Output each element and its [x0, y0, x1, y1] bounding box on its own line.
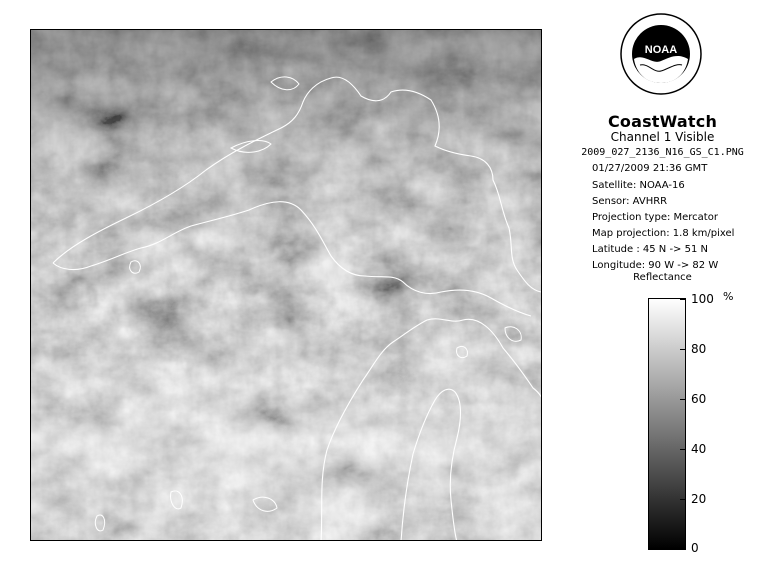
app-title: CoastWatch	[607, 112, 718, 131]
meta-map-projection: Map projection: 1.8 km/pixel	[592, 228, 735, 239]
meta-projection-type: Projection type: Mercator	[592, 212, 718, 223]
channel-label: Channel 1 Visible	[610, 130, 715, 144]
reflectance-colorbar	[648, 298, 686, 550]
colorbar-tick-label: 80	[691, 342, 707, 356]
satellite-image	[30, 29, 542, 541]
brightness-overlay	[31, 30, 542, 541]
colorbar-tick-label: 100	[691, 292, 714, 306]
meta-latitude: Latitude : 45 N -> 51 N	[592, 244, 708, 255]
colorbar-tick-label: 40	[691, 442, 707, 456]
meta-datetime: 01/27/2009 21:36 GMT	[592, 163, 708, 174]
colorbar-tick	[680, 349, 686, 350]
colorbar-title: Reflectance	[633, 272, 692, 283]
meta-sensor: Sensor: AVHRR	[592, 196, 668, 207]
colorbar-tick	[680, 299, 686, 300]
satellite-image-svg	[31, 30, 542, 541]
meta-satellite: Satellite: NOAA-16	[592, 180, 685, 191]
colorbar-unit: %	[723, 290, 734, 303]
meta-longitude: Longitude: 90 W -> 82 W	[592, 260, 719, 271]
colorbar-tick-label: 60	[691, 392, 707, 406]
logo-text: NOAA	[644, 44, 678, 56]
colorbar-tick	[680, 399, 686, 400]
file-name: 2009_027_2136_N16_GS_C1.PNG	[581, 147, 744, 158]
colorbar-tick	[680, 548, 686, 549]
colorbar-tick-label: 20	[691, 492, 707, 506]
colorbar-tick	[680, 499, 686, 500]
colorbar-tick-label: 0	[691, 541, 699, 555]
colorbar-tick	[680, 449, 686, 450]
noaa-logo	[620, 13, 702, 95]
